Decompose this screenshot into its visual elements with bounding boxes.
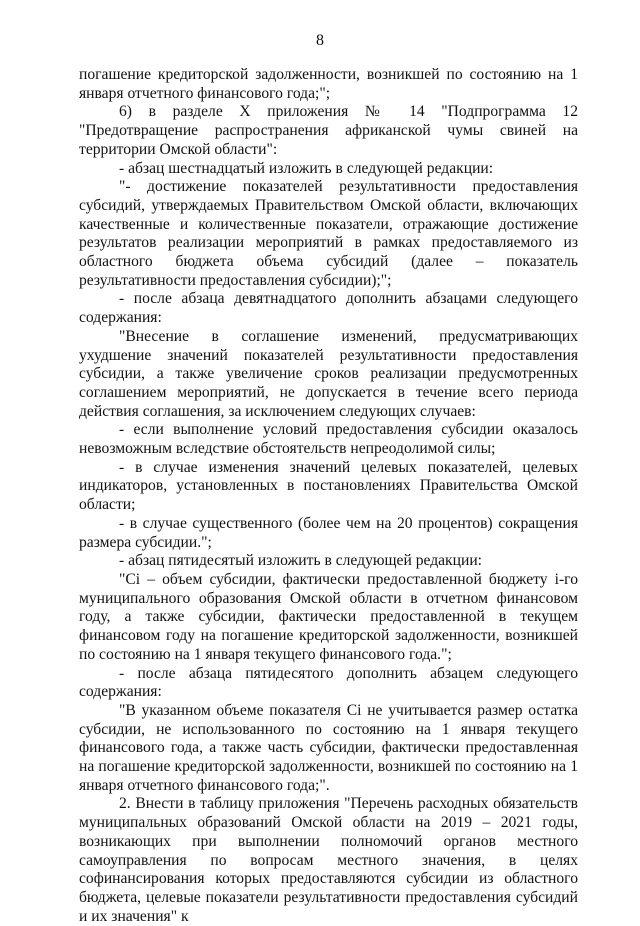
paragraph: - после абзаца девятнадцатого дополнить абзацами следующего содержания: bbox=[79, 290, 578, 327]
paragraph: - в случае существенного (более чем на 20 процентов) сокращения размера субсидии."; bbox=[79, 514, 578, 551]
paragraph: "- достижение показателей результативности предоставления субсидий, утверждаемых Правительством Омской области, включающих качественные и количественные показатели, отражающие достижение результатов реализации мероприятий в рамках предоставляемого из областного бюджета объема субсидий (далее – показатель результативности предоставления субсидии);"; bbox=[79, 178, 578, 289]
paragraph: - абзац шестнадцатый изложить в следующей редакции: bbox=[119, 159, 494, 177]
paragraph: - в случае изменения значений целевых показателей, целевых индикаторов, установленных в постановлениях Правительства Омской области; bbox=[79, 458, 578, 514]
paragraph: "Внесение в соглашение изменений, предусматривающих ухудшение значений показателей результативности предоставления субсидии, а также увеличение сроков реализации предусмотренных соглашением мероприятий, не допускается в течение всего периода действия соглашения, за исключением следующих случаев: bbox=[79, 327, 578, 420]
paragraph: - после абзаца пятидесятого дополнить абзацем следующего содержания: bbox=[79, 664, 578, 701]
paragraph: "В указанном объеме показателя Ci не учитывается размер остатка субсидии, не использованного по состоянию на 1 января текущего финансового года, а также часть субсидии, фактически предоставленная на погашение кредиторской задолженности, возникшей по состоянию на 1 января отчетного финансового года;". bbox=[79, 701, 578, 794]
paragraph: - абзац пятидесятый изложить в следующей редакции: bbox=[119, 552, 483, 570]
paragraph: 6) в разделе X приложения № 14 "Подпрограмма 12 "Предотвращение распространения африканской чумы свиней на территории Омской области": bbox=[79, 103, 578, 158]
document-body bbox=[79, 66, 578, 926]
paragraph: - если выполнение условий предоставления субсидии оказалось невозможным вследствие обстоятельств непреодолимой силы; bbox=[79, 421, 578, 458]
paragraph: погашение кредиторской задолженности, возникшей по состоянию на 1 января отчетного финансового года;"; bbox=[79, 66, 578, 102]
page-number: 8 bbox=[316, 32, 324, 49]
paragraph: 2. Внести в таблицу приложения "Перечень расходных обязательств муниципальных образований Омской области на 2019 – 2021 годы, возникающих при выполнении полномочий органов местного самоуправления по вопросам местного значения, в целях софинансирования которых предоставляются субсидии из областного бюджета, целевые показатели результативности предоставления субсидий и их значения" к bbox=[79, 795, 578, 925]
paragraph: "Ci – объем субсидии, фактически предоставленной бюджету i-го муниципального образования Омской области в отчетном финансовом году, а также субсидии, фактически предоставленной в текущем финансовом году на погашение кредиторской задолженности, возникшей по состоянию на 1 января текущего финансового года."; bbox=[79, 570, 578, 663]
